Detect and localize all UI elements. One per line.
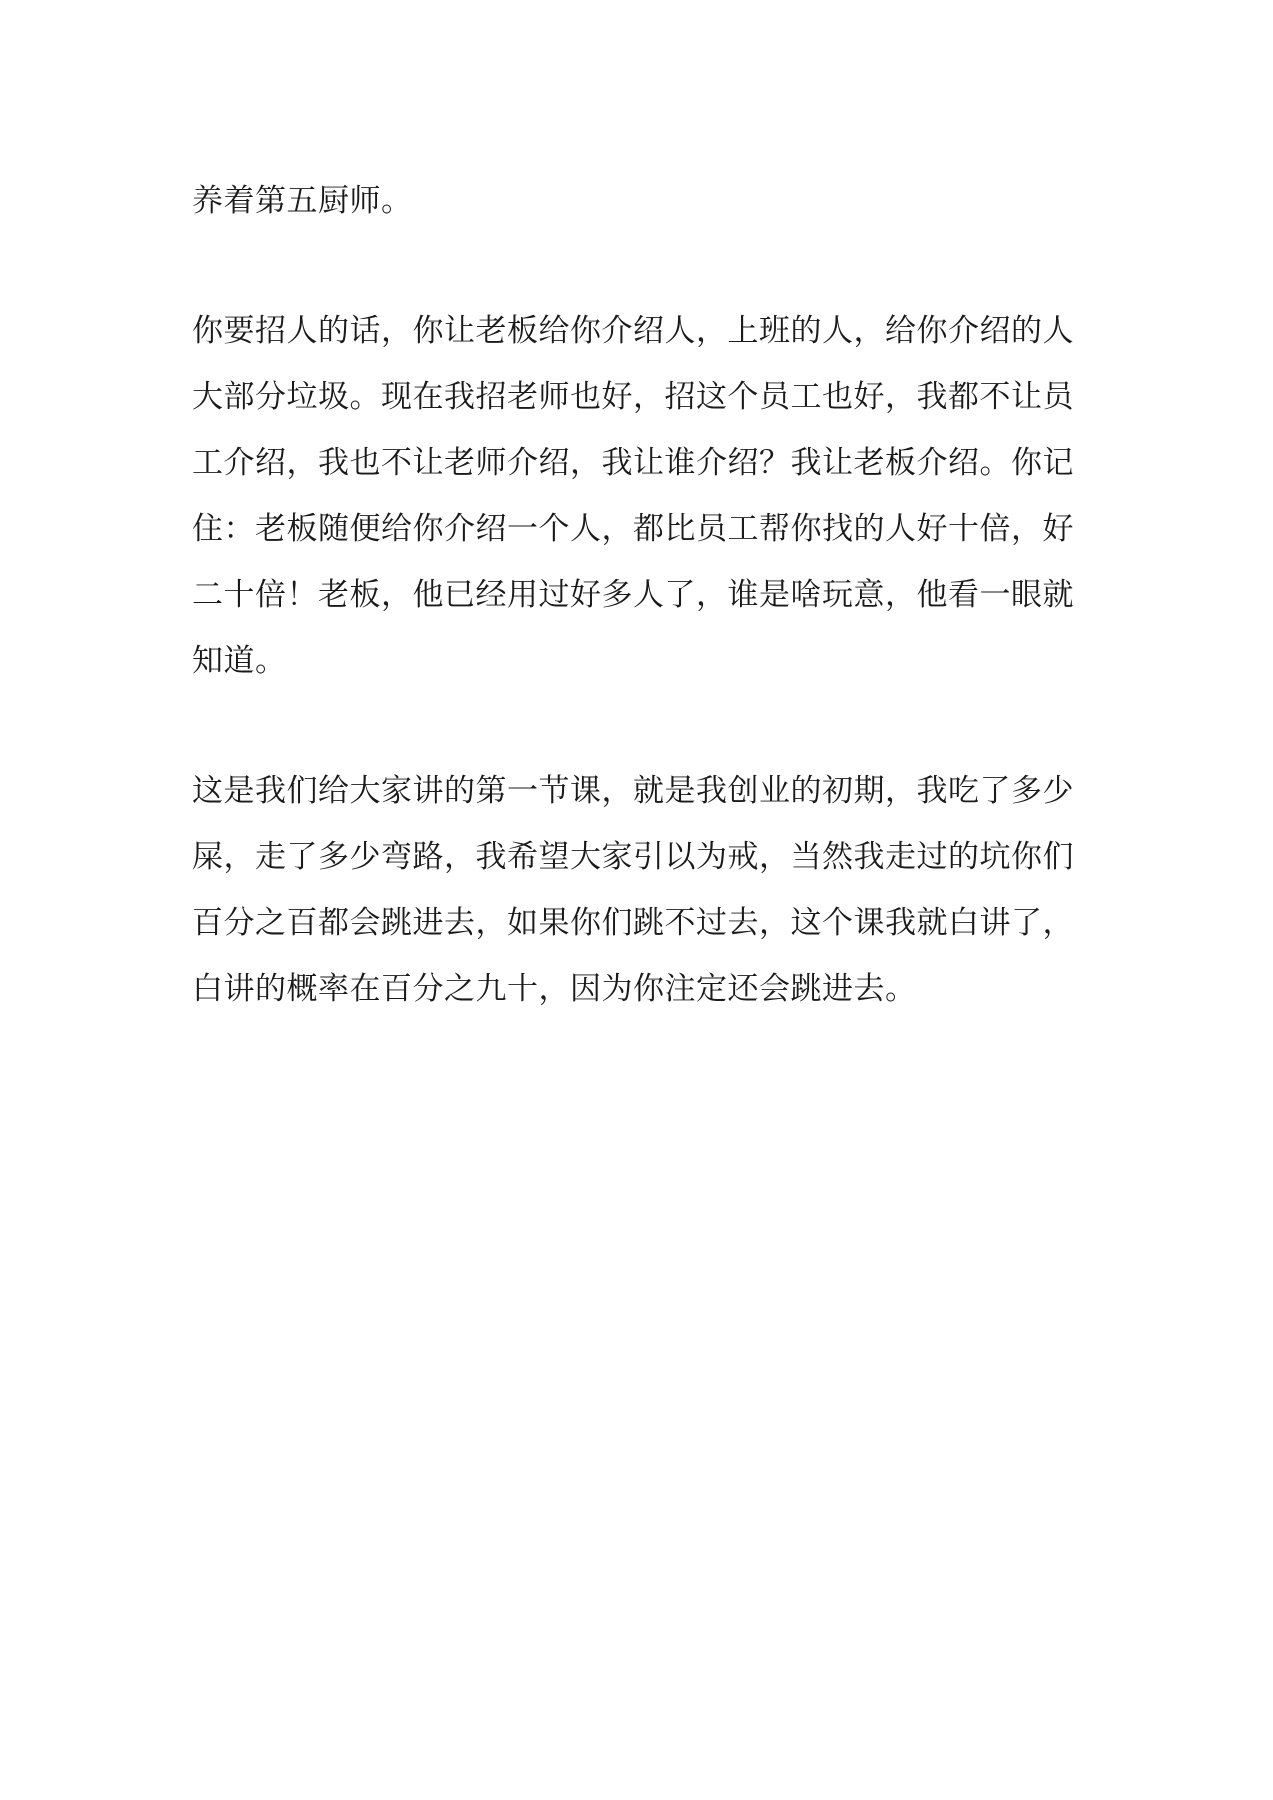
text-line: 二十倍！老板，他已经用过好多人了，谁是啥玩意，他看一眼就	[192, 577, 1074, 613]
text-line: 养着第五厨师。	[192, 183, 413, 219]
text-line: 这是我们给大家讲的第一节课，就是我创业的初期，我吃了多少	[192, 773, 1074, 809]
paragraph-2	[192, 298, 1092, 694]
document-body	[192, 168, 1092, 1022]
text-line: 白讲的概率在百分之九十，因为你注定还会跳进去。	[192, 971, 917, 1007]
paragraph-gap	[192, 694, 1092, 758]
text-line: 百分之百都会跳进去，如果你们跳不过去，这个课我就白讲了，	[192, 905, 1074, 941]
text-line: 知道。	[192, 643, 287, 679]
text-line: 屎，走了多少弯路，我希望大家引以为戒，当然我走过的坑你们	[192, 839, 1074, 875]
text-line: 工介绍，我也不让老师介绍，我让谁介绍？我让老板介绍。你记	[192, 445, 1074, 481]
text-line: 你要招人的话，你让老板给你介绍人，上班的人，给你介绍的人	[192, 313, 1074, 349]
paragraph-1	[192, 168, 1092, 234]
text-line: 大部分垃圾。现在我招老师也好，招这个员工也好，我都不让员	[192, 379, 1074, 415]
text-line: 住：老板随便给你介绍一个人，都比员工帮你找的人好十倍，好	[192, 511, 1074, 547]
paragraph-3	[192, 758, 1092, 1022]
paragraph-gap	[192, 234, 1092, 298]
